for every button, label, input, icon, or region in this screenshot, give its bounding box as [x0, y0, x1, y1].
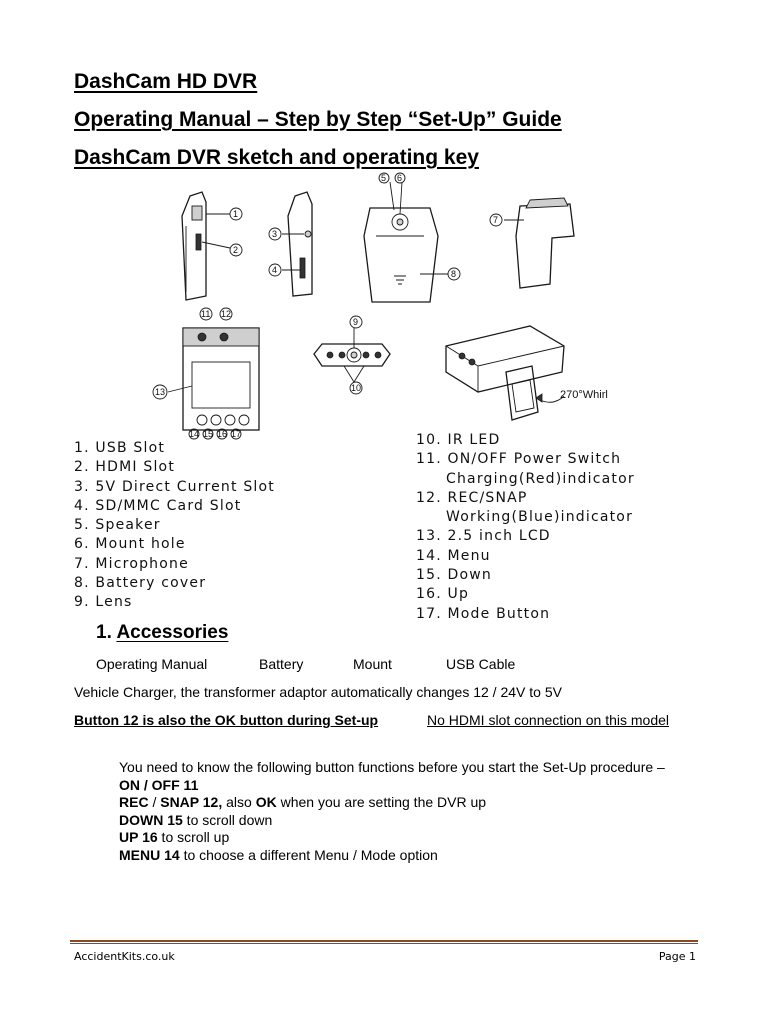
- key-item: 1. USB Slot: [74, 440, 166, 456]
- sketch-heading: DashCam DVR sketch and operating key: [74, 146, 479, 169]
- callout-15: 15: [203, 429, 214, 439]
- callout-8: 8: [451, 269, 457, 279]
- footer-page-number: Page 1: [658, 950, 696, 963]
- isometric-rotation-view: [446, 326, 608, 420]
- key-item: 15. Down: [416, 567, 492, 584]
- document-subtitle: Operating Manual – Step by Step “Set-Up” Guide: [74, 108, 562, 131]
- callout-16: 16: [217, 429, 228, 439]
- instruction-onoff: ON / OFF 11: [119, 776, 199, 793]
- key-item: 8. Battery cover: [74, 575, 207, 592]
- footer-divider: [70, 940, 698, 944]
- callout-7: 7: [493, 215, 499, 225]
- vehicle-charger-text: Vehicle Charger, the transformer adaptor automatically changes 12 / 24V to 5V: [74, 684, 562, 700]
- accessories-number: 1.: [96, 622, 112, 643]
- side-view-right: [269, 192, 312, 296]
- operating-key-left: [74, 439, 275, 613]
- footer-site: AccidentKits.co.uk: [74, 950, 175, 963]
- key-item: Charging(Red)indicator: [446, 470, 635, 487]
- callout-5: 5: [381, 173, 387, 183]
- callout-13: 13: [155, 387, 166, 397]
- callout-14: 14: [189, 429, 200, 439]
- callout-9: 9: [353, 317, 359, 327]
- key-item: 7. Microphone: [74, 555, 189, 572]
- accessories-heading: [96, 622, 228, 644]
- instructions-intro: You need to know the following button functions before you start the Set-Up procedure –: [119, 759, 665, 775]
- key-item: 6. Mount hole: [74, 536, 186, 553]
- callout-10: 10: [351, 383, 362, 393]
- callout-17: 17: [231, 429, 242, 439]
- ok-button-note: Button 12 is also the OK button during Set-up: [74, 712, 379, 728]
- key-item: 16. Up: [416, 586, 470, 603]
- key-item: 3. 5V Direct Current Slot: [74, 478, 275, 495]
- key-item: 17. Mode Button: [416, 605, 551, 622]
- callout-6: 6: [397, 173, 403, 183]
- key-item: 11. ON/OFF Power Switch: [416, 451, 622, 468]
- key-item: 5. Speaker: [74, 517, 161, 534]
- accessory-item: Mount: [353, 656, 392, 672]
- instruction-rec-snap: REC / SNAP 12, also OK when you are setting the DVR up: [119, 794, 487, 811]
- instruction-menu: MENU 14 to choose a different Menu / Mode option: [119, 846, 438, 863]
- instruction-up: UP 16 to scroll up: [119, 829, 230, 846]
- back-view: [364, 173, 460, 302]
- callout-2: 2: [233, 245, 239, 255]
- rotation-label: 270°Whirl: [560, 389, 608, 401]
- callout-12: 12: [221, 309, 232, 319]
- key-item: Working(Blue)indicator: [446, 509, 634, 526]
- accessory-item: USB Cable: [446, 656, 516, 672]
- top-view-mount: [490, 198, 574, 288]
- callout-4: 4: [272, 265, 278, 275]
- document-title: DashCam HD DVR: [74, 70, 258, 93]
- hdmi-note: No HDMI slot connection on this model: [427, 712, 669, 728]
- side-view-left: [182, 192, 242, 300]
- key-item: 2. HDMI Slot: [74, 459, 176, 476]
- accessory-item: Battery: [259, 656, 304, 672]
- dvr-sketch-diagram: [150, 173, 608, 439]
- callout-3: 3: [272, 229, 278, 239]
- instruction-down: DOWN 15 to scroll down: [119, 811, 273, 828]
- callout-11: 11: [201, 309, 211, 319]
- lens-ir-view: [314, 316, 390, 394]
- accessories-title: Accessories: [116, 622, 229, 643]
- key-item: 9. Lens: [74, 594, 133, 611]
- front-lcd-view: [153, 308, 259, 430]
- button-functions-instructions: [119, 759, 679, 865]
- key-item: 10. IR LED: [416, 432, 501, 448]
- key-item: 13. 2.5 inch LCD: [416, 528, 551, 545]
- operating-key-right: [416, 431, 635, 624]
- key-item: 14. Menu: [416, 547, 491, 564]
- callout-1: 1: [233, 209, 239, 219]
- key-item: 12. REC/SNAP: [416, 489, 528, 506]
- accessory-item: Operating Manual: [96, 656, 208, 672]
- key-item: 4. SD/MMC Card Slot: [74, 497, 242, 514]
